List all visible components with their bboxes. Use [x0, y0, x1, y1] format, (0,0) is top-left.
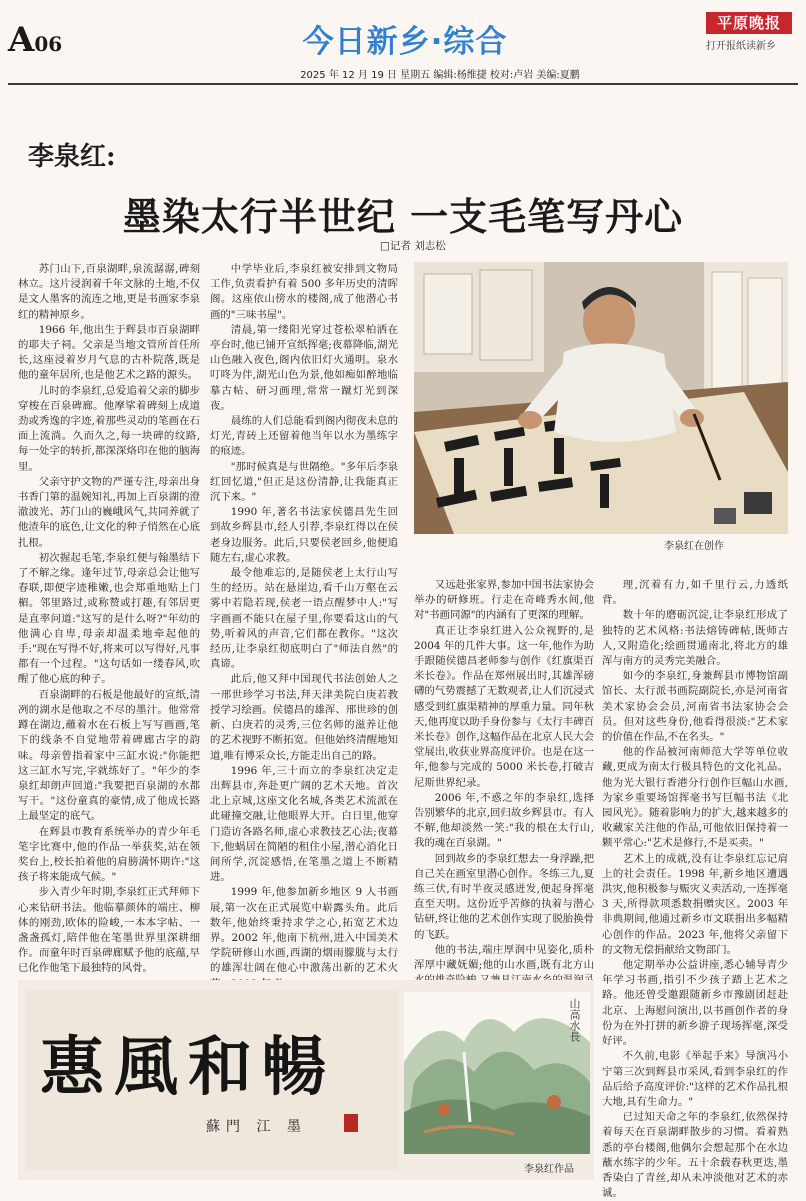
article-paragraph: 他定期举办公益讲座,悉心辅导青少年学习书画,指引不少孩子踏上艺术之路。他还曾受邀跟随新乡市豫剧团赶赴北京、上海慰问演出,以书画创作者的身份为在外打拼的新乡游子现场挥毫,深受好评。: [602, 959, 788, 1048]
photo-caption: 李泉红在创作: [664, 541, 724, 552]
article-paragraph: 百泉湖畔的石板是他最好的宣纸,清冽的湖水是他取之不尽的墨汁。他常常蹲在湖边,蘸着水在石板上写写画画,笔下的线条不自觉地带着碑廊古字的韵味。母亲曾指着家中三缸水说:"你能把这三缸水写完,字就练好了。"年少的李泉红却朗声回道:"我要把百泉湖的水都写干。"这份童真的豪情,成了他成长路上最坚定的底气。: [18, 688, 200, 823]
article-paragraph: 如今的李泉红,身兼辉县市博物馆副馆长、太行派书画院副院长,亦是河南省美术家协会会员,河南省书法家协会会员。但对这些身份,他看得很淡:"艺术家的价值在作品,不在名头。": [602, 670, 788, 744]
article-paragraph: 此后,他又拜中国现代书法创始人之一邢世珍学习书法,拜天津美院白庚若教授学习绘画。侯德昌的雄浑、邢世珍的创新、白庚若的灵秀,三位名师的滋养让他的艺术视野不断拓宽。但他始终清醒地知道,唯有博采众长,方能走出自己的路。: [210, 673, 398, 762]
article-kicker: 李泉红:: [28, 142, 116, 172]
article-paragraph: 最令他难忘的,是随侯老上太行山写生的经历。站在悬崖边,看千山万壑在云雾中若隐若现,侯老一语点醒梦中人:"写字画画不能只在屋子里,你要看这山的气势,听着风的声音,它们都在教你。"这次经历,让李泉红彻底明白了"师法自然"的真谛。: [210, 567, 398, 671]
article-paragraph: "那时候真是与世隔绝。"多年后李泉红回忆道,"但正是这份清静,让我能真正沉下来。": [210, 460, 398, 504]
newspaper-slogan: 打开报纸读新乡: [706, 41, 776, 52]
header-divider: [8, 83, 798, 85]
page-number: [8, 22, 88, 58]
article-paragraph: 晨练的人们总能看到阁内彻夜未息的灯光,青砖上还留着他当年以水为墨练字的痕迹。: [210, 415, 398, 458]
calligraphy-signature: 蘇門 江 墨: [206, 1119, 307, 1135]
article-paragraph: 苏门山下,百泉湖畔,泉流潺潺,碑刻林立。这片浸润着千年文脉的土地,不仅是文人墨客的流连之地,更是书画家李泉红的精神原乡。: [18, 263, 200, 321]
article-paragraph: 步入青少年时期,李泉红正式拜师下心来钻研书法。他临摹颜体的端庄、柳体的刚劲,欧体的险峻,一本本字帖、一盏盏孤灯,陪伴他在笔墨世界里深耕细作。而童年时百泉碑廊赋予他的底蕴,早已化作他笔下最独特的风骨。: [18, 886, 200, 975]
article-paragraph: 儿时的李泉红,总爱追着父亲的脚步穿梭在百泉碑廊。他摩挲着碑刻上成道劲或秀逸的字迹,着那些灵动的笔画在石面上流淌。久而久之,每一块碑的纹路,每一处字的转折,都深深烙印在他的脑海里。: [18, 384, 200, 473]
article-paragraph: 父亲守护文物的严谨专注,母亲出身书香门第的温婉知礼,再加上百泉湖的澄澈波光、苏门山的巍峨风气,共同养就了他渣年的底色,让文化的种子悄然在心底扎根。: [18, 475, 200, 549]
section-title: 今日新乡·综合: [302, 24, 508, 60]
newspaper-logo: 平原晚报: [706, 12, 792, 34]
article-paragraph: 理,沉着有力,如千里行云,力透纸背。: [602, 579, 788, 607]
article-column-4: [602, 578, 788, 1200]
article-paragraph: 艺术上的成就,没有让李泉红忘记肩上的社会责任。1998 年,新乡地区遭遇洪灾,他积极参与赈灾义卖活动,一连挥毫 3 天,所得款项悉数捐赠灾区。2003 年非典期间,他通过新乡市文联捐出多幅精心创作的作品。2023 年,他将父亲留下的文物无偿捐献给文物部门。: [602, 852, 788, 956]
landscape-painting: [404, 992, 590, 1154]
article-byline: □记者 刘志松: [380, 240, 446, 252]
artist-photo: [414, 262, 788, 534]
artwork-caption: 李泉红作品: [524, 1164, 574, 1175]
edition-meta: 2025 年 12 月 19 日 星期五 编辑:杨维捷 校对:卢岩 美编:夏鹏: [300, 70, 580, 81]
article-paragraph: 已过知天命之年的李泉红,依然保持着每天在百泉湖畔散步的习惯。看着熟悉的亭台楼阁,他偶尔会想起那个在水边蘸水练字的少年。五十余载春秋更迭,墨香染白了青丝,却从未冲淡他对艺术的赤诚。: [602, 1111, 788, 1200]
article-paragraph: 1990 年,著名书法家侯德昌先生回到故乡辉县市,经人引荐,李泉红得以在侯老身边服务。此后,只要侯老回乡,他便追随左右,虚心求教。: [210, 506, 398, 564]
article-paragraph: 1996 年,三十而立的李泉红决定走出辉县市,奔赴更广阔的艺术天地。首次北上京城,这座文化名城,各类艺术流派在此碰撞交融,让他眼界大开。白日里,他穿门造访各路名师,虚心求教技艺心法;夜幕下,他蜗居在简陋的租住小屋,潜心消化日间所学,沉淀感悟,在笔墨之道上不断精进。: [210, 764, 398, 884]
seal-stamp-icon: [344, 1114, 358, 1132]
article-paragraph: 回到故乡的李泉红想去一身浮躁,把自己关在画室里潜心创作。冬练三九,夏练三伏,有时半夜灵感迸发,便起身挥毫直至天明。这份近乎苦修的执着与潜心钻研,终让他的艺术创作实现了脱胎换骨的飞跃。: [414, 852, 594, 941]
page-number-digits: 06: [34, 32, 63, 56]
article-paragraph: 又远赴张家界,参加中国书法家协会举办的研修班。行走在奇峰秀水间,他对"书画同源"的内涵有了更深的理解。: [414, 579, 594, 622]
article-paragraph: 1966 年,他出生于辉县市百泉湖畔的耶夫子祠。父亲是当地文管所首任所长,这座浸着岁月气息的古朴院落,既是他的童年居所,也是他艺术之路的源头。: [18, 323, 200, 382]
article-paragraph: 数十年的磨砺沉淀,让李泉红形成了独特的艺术风格:书法熔铸碑帖,既师古人,又附造化;绘画贯通南北,将北方的雄浑与南方的灵秀完美融合。: [602, 609, 788, 668]
article-column-3: [414, 578, 594, 974]
article-paragraph: 真正让李泉红进入公众视野的,是 2004 年的几件大事。这一年,他作为助手跟随侯德昌老师参与创作《红旗渠百米长卷》。作品在郑州展出时,其雄浑磅礴的气势震撼了无数观者,让人们沉浸式感受到红旗渠精神的厚重力量。同年秋天,他再度以助手身份参与《太行丰碑百米长卷》创作,这幅作品在北京人民大会堂展出,收获业界高度评价。也是在这一年,他参与完成的 5000 米长卷,打破吉尼斯世界纪录。: [414, 624, 594, 789]
article-paragraph: 在辉县市教育系统举办的青少年毛笔字比赛中,他的作品一举获奖,站在领奖台上,校长拍着他的肩膀满怀期许:"这孩子将来能成气候。": [18, 825, 200, 884]
article-paragraph: 他的书法,端庄厚润中见姿化,质朴浑厚中藏妩媚;他的山水画,既有北方山: [414, 943, 594, 972]
article-paragraph: 2006 年,不惑之年的李泉红,选择告别繁华的北京,回归故乡辉县市。有人不解,他却淡然一笑:"我的根在太行山,我的魂在百泉湖。": [414, 791, 594, 850]
article-column-2: [210, 262, 398, 974]
landscape-inscription: 山高水長: [568, 998, 581, 1042]
article-paragraph: 他的作品被河南师范大学等单位收藏,更成为南太行极具特色的文化礼品。他为光大银行香港分行创作巨幅山水画,为家乡重要场馆挥毫书写巨幅书法《北园风光》。随着影响力的扩大,越来越多的收藏家关注他的作品,可他依旧保持着一颗平常心:"艺术是修行,不是买卖。": [602, 746, 788, 850]
article-paragraph: 中学毕业后,李泉红被安排到文物局工作,负责看护有着 500 多年历史的清晖阁。这座依山傍水的楼阁,成了他潜心书画的"三味书屋"。: [210, 263, 398, 321]
article-column-1: [18, 262, 200, 974]
calligraphy-artwork: [26, 990, 398, 1170]
article-paragraph: 不久前,电影《举起手来》导演冯小宁第三次到辉县市采风,看到李泉红的作品后给予高度评价:"这样的艺术作品扎根大地,具有生命力。": [602, 1050, 788, 1108]
article-headline: 墨染太行半世纪 一支毛笔写丹心: [122, 195, 684, 239]
article-paragraph: 1999 年,他参加新乡地区 9 人书画展,第一次在正式展览中崭露头角。此后数年,他始终秉持求学之心,拓宽艺术边界。2002 年,他南下杭州,进入中国美术学院研修山水画,西湖的烟雨朦胧与太行的雄浑壮阔在他心中激荡出新的艺术火: [210, 886, 398, 975]
page-letter: A: [8, 20, 35, 60]
article-paragraph: 清晨,第一缕阳光穿过苍松翠柏洒在亭台时,他已铺开宣纸挥毫;夜幕降临,湖光山色融入夜色,阁内依旧灯火通明。泉水叮咚为伴,湖光山色为景,他如痴如醉地临摹古帖、研习画理,常常一蹴灯光到深夜。: [210, 323, 398, 412]
article-paragraph: 初次握起毛笔,李泉红便与翰墨结下了不解之缘。逢年过节,母亲总会让他写春联,即便字迹稚嫩,也会郑重地贴上门楣。邻里路过,或称赞或打趣,有邻居更是直率问道:"这写的是什么呀?"年幼的他满心自卑,母亲却温柔地牵起他的手:"现在写得不好,将来可以写得好,凡事都有一个过程。"这句话如一缕春风,吹醒了他心底的种子。: [18, 551, 200, 686]
calligraphy-text: 惠風和暢: [40, 1030, 336, 1105]
